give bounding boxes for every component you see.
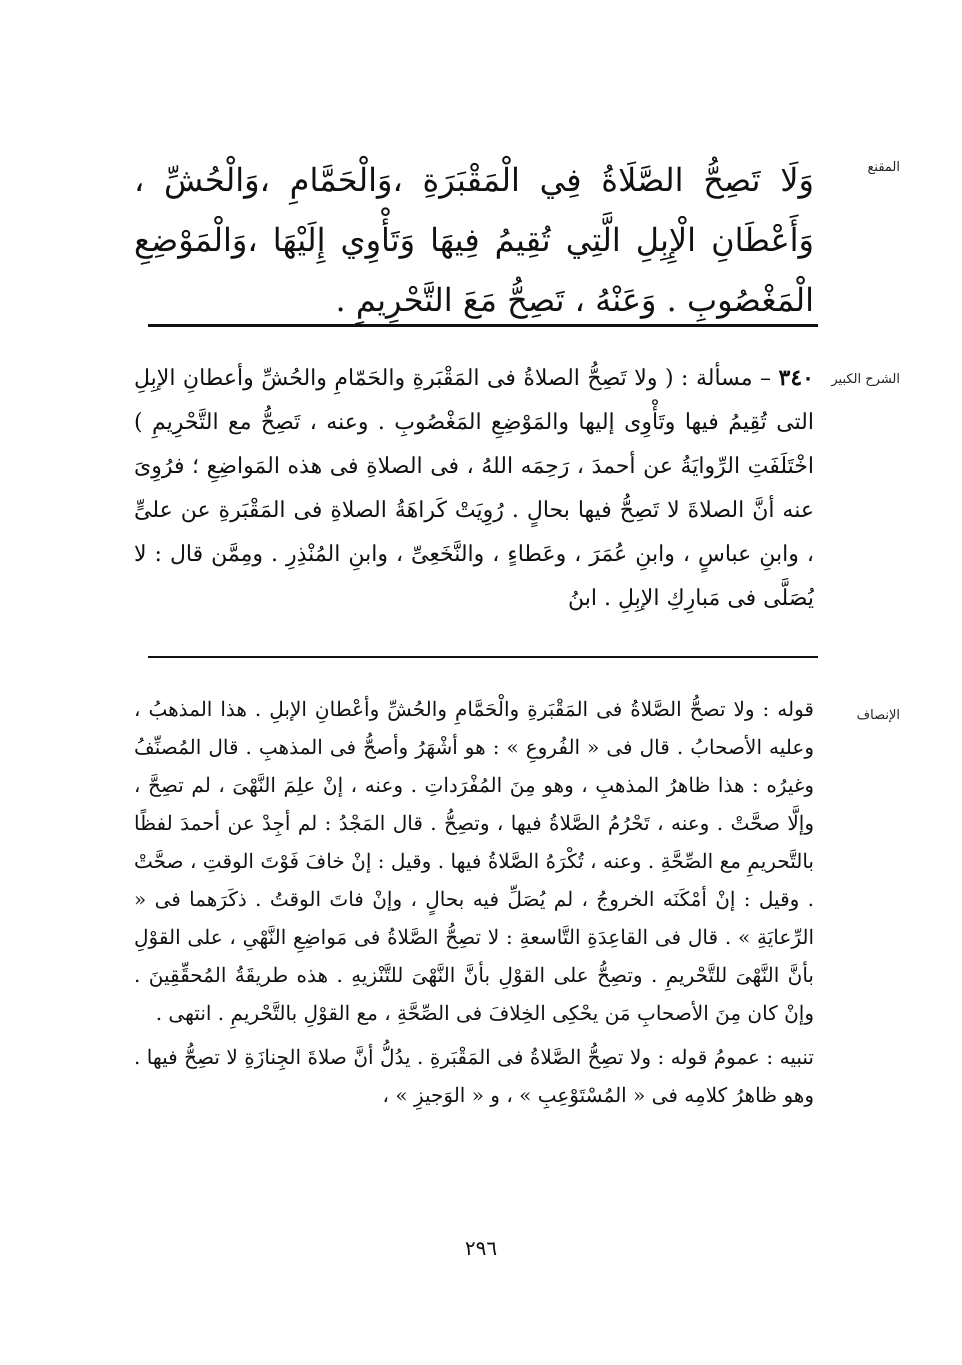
sharh-text-block [134,356,814,644]
issue-number: ٣٤٠ [778,365,814,391]
page-number: ٢٩٦ [464,1236,498,1260]
muqni-text-block [134,150,814,330]
section-divider-thin [148,656,818,658]
label-insaf: الإنصاف [856,708,900,723]
label-muqni: المقنع [867,160,900,175]
insaf-text-block [134,690,814,1114]
insaf-tanbih: تنبيه : عمومُ قوله : ولا تصِحُّ الصَّلاةُ فى المَقْبَرةِ . يدُلُّ أنَّ صلاةَ الجِنازَةِ لا تصِحُّ فيها . وهو ظاهرُ كلامِه فى « المُسْتَوْعِبِ » ، و « الوَجيزِ » ، [134,1045,814,1107]
section-divider-thick [148,324,818,327]
label-sharh: الشرح الكبير [831,372,900,387]
sharh-paragraph [134,356,814,621]
sharh-text: – مسألة : ( ولا تَصِحُّ الصلاةُ فى المَقْبَرةِ والحَمّامِ والحُشِّ وأعطانِ الإبِلِ التى تُقِيمُ فيها وتَأْوِى إليها والمَوْضِعِ المَغْصُوبِ . وعنه ، تَصِحُّ مع التَّحْرِيمِ ) اخْتَلَفَتِ الرِّوايَةُ عن أحمدَ ، رَحِمَه اللهُ ، فى الصلاةِ فى هذه المَواضِعِ ؛ فرُوِىَ عنه أنَّ الصلاةَ لا تَصِحُّ فيها بحالٍ . رُوِيَتْ كَراهَةُ الصلاةِ فى المَقْبَرةِ عن علىٍّ ، وابنِ عباسٍ ، وابنِ عُمَرَ ، وعَطاءٍ ، والنَّخَعِىِّ ، وابنِ المُنْذِرِ . ومِمَّن قال : لا يُصَلَّى فى مَبارِكِ الإبِلِ . ابنُ [134,366,814,611]
muqni-text: وَلَا تَصِحُّ الصَّلَاةُ فِي الْمَقْبَرَةِ ،وَالْحَمَّامِ ،وَالْحُشِّ ، وَأَعْطَانِ الْإِبِلِ الَّتِي تُقِيمُ فِيهَا وَتَأْوِي إِلَيْهَا ،وَالْمَوْضِعِ الْمَغْصُوبِ . وَعَنْهُ ، تَصِحُّ مَعَ التَّحْرِيمِ . [134,161,814,319]
insaf-paragraph: قوله : ولا تصحُّ الصَّلاةُ فى المَقْبَرةِ والْحَمَّامِ والحُشِّ وأعْطانِ الإبلِ . هذا المذهبُ ، وعليه الأصحابُ . قال فى « الفُروعِ » : هو أشْهَرُ وأصحُّ فى المذهبِ . قال المُصنِّفُ وغيرُه : هذا ظاهرُ المذهبِ ، وهو مِنَ المُفْرَداتِ . وعنه ، إنْ علِمَ النَّهْىَ ، لم تصِحَّ ، وإلَّا صحَّتْ . وعنه ، تَحْرُمُ الصَّلاةُ فيها ، وتصِحُّ . قال المَجْدُ : لم أجِدْ عن أحمدَ لفظًا بالتَّحريمِ مع الصِّحَّةِ . وعنه ، تُكْرَهُ الصَّلاةُ فيها . وقيل : إنْ خافَ فَوْتَ الوقتِ ، صحَّتْ . وقيل : إنْ أمْكَنَه الخروجُ ، لم يُصَلِّ فيه بحالٍ ، وإنْ فاتَ الوقتُ . ذكَرَهما فى « الرِّعايَةِ » . قال فى القاعِدَةِ التَّاسعةِ : لا تصِحُّ الصَّلاةُ فى مَواضِعِ النَّهْىِ ، على القوْلِ بأنَّ النَّهْىَ للتَّحْريمِ . وتصِحُّ على القوْلِ بأنَّ النَّهْىَ للتَّنْزيهِ . هذه طريقَةُ المُحقِّقِينَ . وإنْ كان مِنَ الأصحابِ مَن يحْكِى الخِلافَ فى الصِّحَّةِ ، مع القوْلِ بالتَّحْريمِ . انتهى . [134,697,814,1025]
